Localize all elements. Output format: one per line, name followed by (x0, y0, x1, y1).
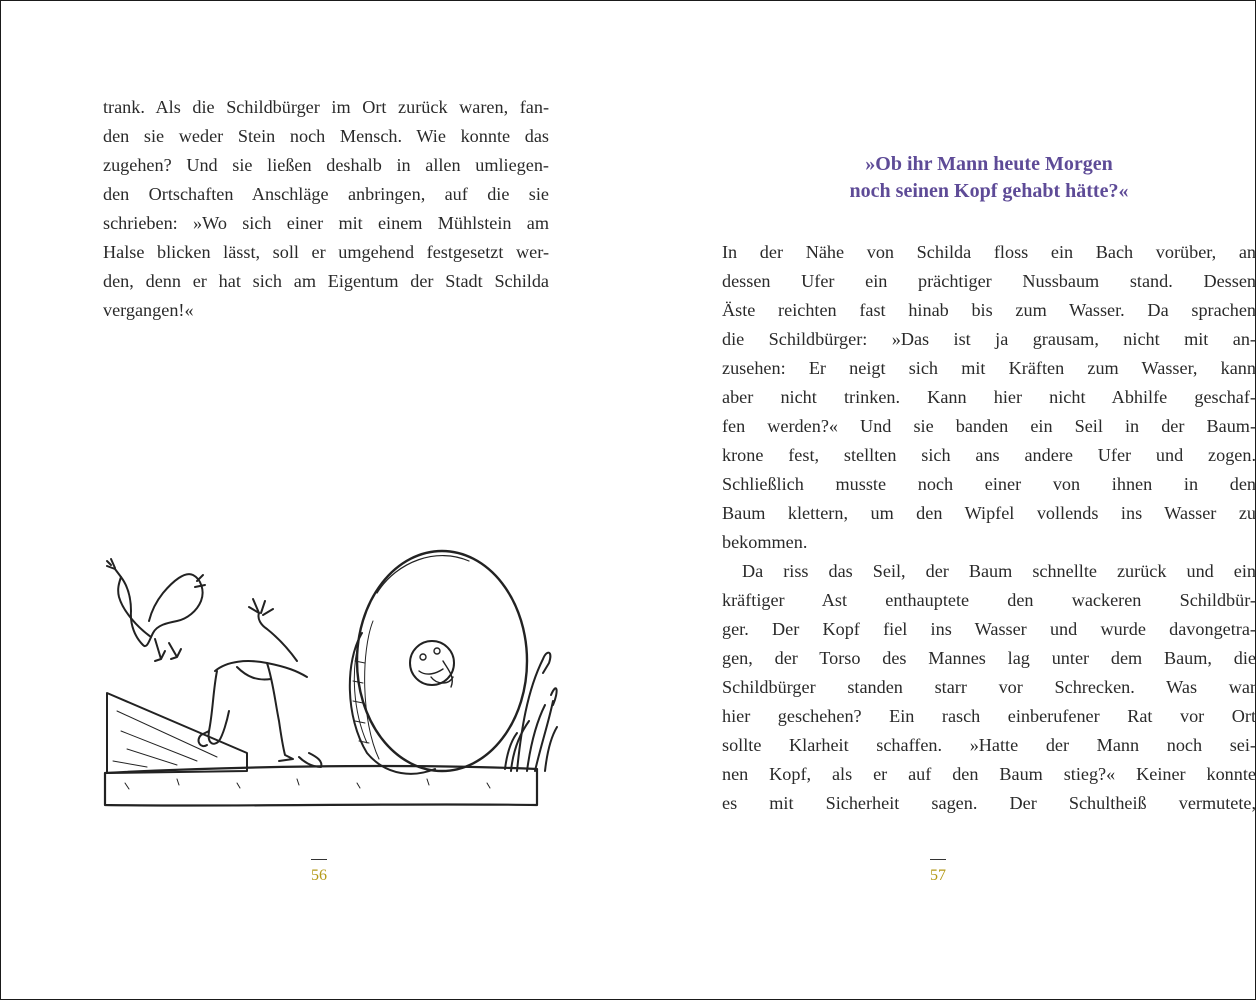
text-line: gen, der Torso des Mannes lag unter dem Baum, die (722, 648, 1256, 668)
left-page-text (103, 93, 549, 325)
left-page (1, 1, 628, 999)
text-line: aber nicht trinken. Kann hier nicht Abhilfe geschaf- (722, 387, 1256, 407)
text-line: Äste reichten fast hinab bis zum Wasser. Da sprachen (722, 300, 1256, 320)
bird-icon (107, 559, 205, 661)
text-line: Baum klettern, um den Wipfel vollends ins Wasser zu (722, 503, 1256, 523)
text-line: den sie weder Stein noch Mensch. Wie konnte das (103, 126, 549, 146)
right-page-text (722, 238, 1256, 818)
right-page (628, 1, 1255, 999)
heading-line: noch seinen Kopf gehabt hätte?« (849, 180, 1129, 202)
text-line: bekommen. (722, 532, 808, 552)
text-line: In der Nähe von Schilda floss ein Bach vorüber, an (722, 242, 1256, 262)
text-line: dessen Ufer ein prächtiger Nussbaum stand. Dessen (722, 271, 1256, 291)
chapter-heading (722, 151, 1256, 205)
folio-rule (311, 859, 327, 860)
text-line: nen Kopf, als er auf den Baum stieg?« Keiner konnte (722, 764, 1256, 784)
text-line: es mit Sicherheit sagen. Der Schultheiß vermutete, (722, 793, 1256, 813)
text-line: fen werden?« Und sie banden ein Seil in der Baum- (722, 416, 1256, 436)
page-number (299, 859, 339, 885)
text-line: zusehen: Er neigt sich mit Kräften zum Wasser, kann (722, 358, 1256, 378)
page-number-text: 56 (311, 867, 327, 884)
heading-line: »Ob ihr Mann heute Morgen (865, 153, 1113, 175)
page-number (918, 859, 958, 885)
millstone-man-icon (199, 599, 322, 767)
page-number-text: 57 (930, 867, 946, 884)
folio-rule (930, 859, 946, 860)
text-line: ger. Der Kopf fiel ins Wasser und wurde davongetra- (722, 619, 1256, 639)
text-line: vergangen!« (103, 300, 194, 320)
text-line: krone fest, stellten sich ans andere Ufer und zogen. (722, 445, 1256, 465)
text-line: zugehen? Und sie ließen deshalb in allen umliegen- (103, 155, 549, 175)
illustration (97, 521, 567, 816)
text-line: Schließlich musste noch einer von ihnen in den (722, 474, 1256, 494)
text-line: trank. Als die Schildbürger im Ort zurück waren, fan- (103, 97, 549, 117)
text-line: Da riss das Seil, der Baum schnellte zurück und ein (742, 561, 1256, 581)
text-line: sollte Klarheit schaffen. »Hatte der Mann noch sei- (722, 735, 1256, 755)
text-line: den, denn er hat sich am Eigentum der Stadt Schilda (103, 271, 549, 291)
reeds-icon (505, 653, 557, 771)
text-line: Schildbürger standen starr vor Schrecken. Was war (722, 677, 1256, 697)
text-line: hier geschehen? Ein rasch einberufener Rat vor Ort (722, 706, 1256, 726)
text-line: Halse blicken lässt, soll er umgehend festgesetzt wer- (103, 242, 549, 262)
text-line: kräftiger Ast enthauptete den wackeren Schildbür- (722, 590, 1256, 610)
text-line: den Ortschaften Anschläge anbringen, auf die sie (103, 184, 549, 204)
text-line: schrieben: »Wo sich einer mit einem Mühlstein am (103, 213, 549, 233)
text-line: die Schildbürger: »Das ist ja grausam, nicht mit an- (722, 329, 1256, 349)
